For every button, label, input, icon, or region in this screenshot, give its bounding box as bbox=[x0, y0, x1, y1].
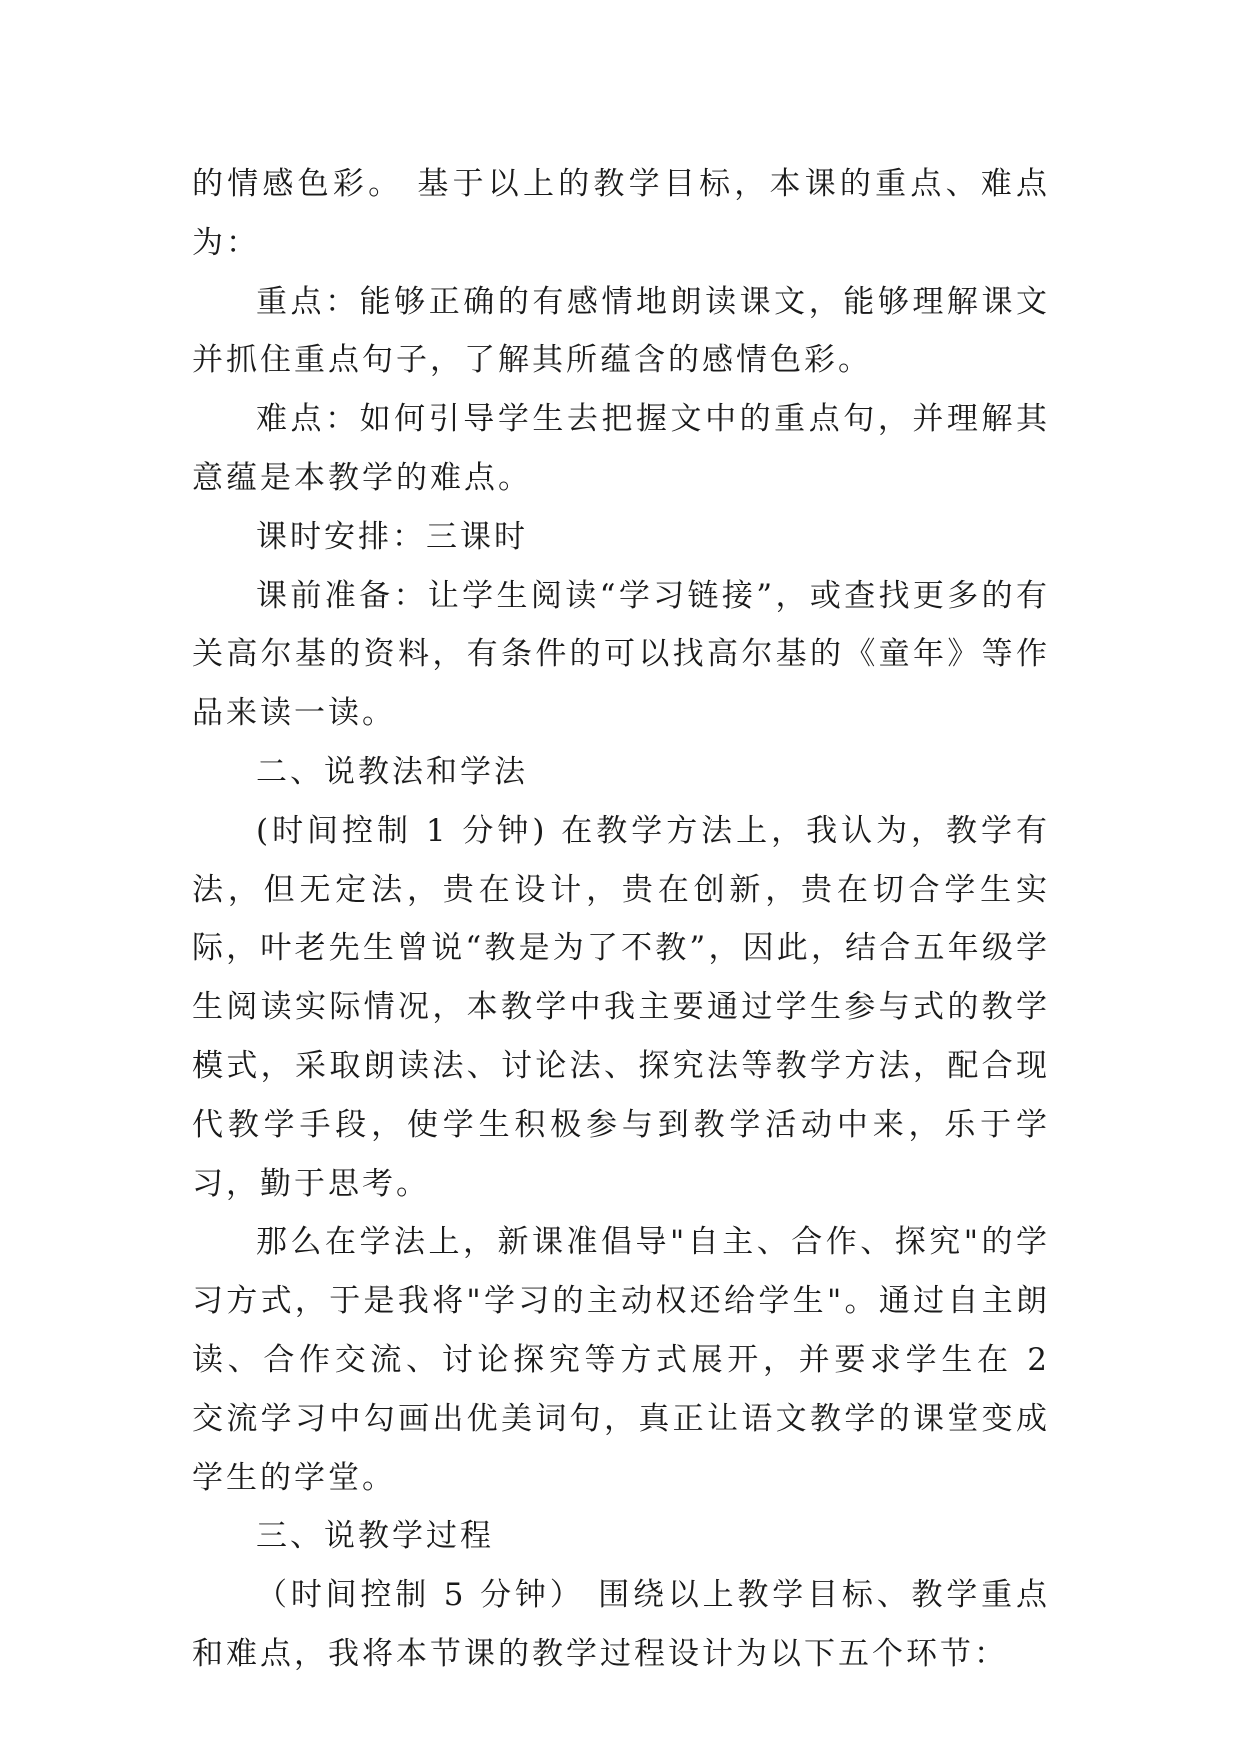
paragraph-difficulty: 难点：如何引导学生去把握文中的重点句，并理解其意蕴是本教学的难点。 bbox=[192, 401, 1050, 496]
paragraph-teaching-method: (时间控制 1 分钟) 在教学方法上，我认为，教学有法，但无定法，贵在设计，贵在创新，贵在切合学生实际，叶老先生曾说“教是为了不教”，因此，结合五年级学生阅读实际情况，本教学中我主要通过学生参与式的教学模式，采取朗读法、讨论法、探究法等教学方法，配合现代教学手段，使学生积极参与到教学活动中来，乐于学习，勤于思考。 bbox=[192, 812, 1050, 1202]
section-heading-methods: 二、说教法和学法 bbox=[256, 753, 528, 790]
document-body bbox=[192, 155, 1050, 1684]
paragraph-key-point: 重点：能够正确的有感情地朗读课文，能够理解课文并抓住重点句子，了解其所蕴含的感情色彩。 bbox=[192, 283, 1050, 379]
section-heading-process: 三、说教学过程 bbox=[256, 1518, 494, 1555]
paragraph-process-intro: （时间控制 5 分钟） 围绕以上教学目标、教学重点和难点，我将本节课的教学过程设计为以下五个环节： bbox=[192, 1577, 1050, 1672]
paragraph-preparation: 课前准备：让学生阅读“学习链接”，或查找更多的有关高尔基的资料，有条件的可以找高尔基的《童年》等作品来读一读。 bbox=[192, 577, 1050, 732]
paragraph-continuation: 的情感色彩。 基于以上的教学目标，本课的重点、难点为： bbox=[192, 166, 1050, 261]
paragraph-learning-method: 那么在学法上，新课准倡导"自主、合作、探究"的学习方式，于是我将"学习的主动权还给学生"。通过自主朗读、合作交流、讨论探究等方式展开，并要求学生在 2 交流学习中勾画出优美词句，真正让语文教学的课堂变成学生的学堂。 bbox=[192, 1224, 1050, 1496]
paragraph-schedule: 课时安排：三课时 bbox=[256, 518, 528, 555]
